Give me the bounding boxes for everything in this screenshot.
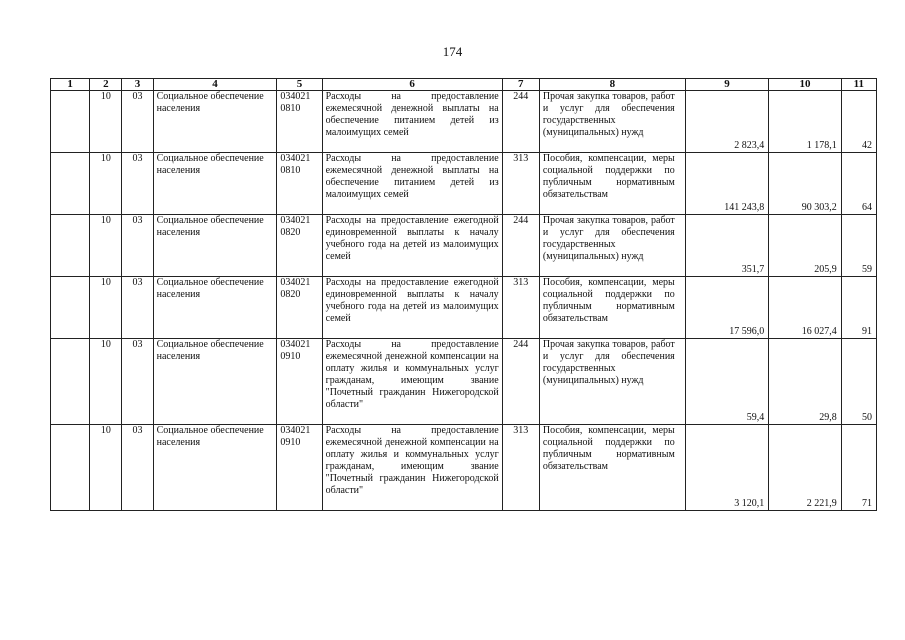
- cell-1: [51, 277, 90, 339]
- cell-expense-type: 313: [502, 425, 539, 511]
- cell-expense-name: Пособия, компенсации, меры социальной поддержки по публичным нормативным обязательствам: [539, 277, 685, 339]
- cell-section-name: Социальное обеспечение населения: [153, 277, 277, 339]
- col-header: 6: [322, 79, 502, 91]
- cell-description: Расходы на предоставление ежемесячной денежной выплаты на обеспечение питанием детей из малоимущих семей: [322, 153, 502, 215]
- col-header: 2: [90, 79, 122, 91]
- cell-expense-type: 313: [502, 277, 539, 339]
- col-header: 8: [539, 79, 685, 91]
- cell-description: Расходы на предоставление ежемесячной денежной компенсации на оплату жилья и коммунальных услуг гражданам, имеющим звание "Почетный гражданин Нижегородской области": [322, 425, 502, 511]
- cell-code: 034021 0910: [277, 425, 322, 511]
- col-header: 10: [769, 79, 841, 91]
- cell-subsection: 03: [122, 277, 153, 339]
- budget-table: [50, 78, 877, 511]
- col-header: 7: [502, 79, 539, 91]
- cell-planned: 3 120,1: [685, 425, 769, 511]
- table-row: [51, 339, 877, 425]
- cell-section: 10: [90, 215, 122, 277]
- cell-expense-type: 244: [502, 339, 539, 425]
- cell-1: [51, 425, 90, 511]
- cell-expense-type: 244: [502, 215, 539, 277]
- cell-subsection: 03: [122, 215, 153, 277]
- cell-section-name: Социальное обеспечение населения: [153, 153, 277, 215]
- cell-expense-name: Пособия, компенсации, меры социальной поддержки по публичным нормативным обязательствам: [539, 153, 685, 215]
- table-row: [51, 277, 877, 339]
- cell-section-name: Социальное обеспечение населения: [153, 91, 277, 153]
- cell-expense-name: Прочая закупка товаров, работ и услуг для обеспечения государственных (муниципальных) нужд: [539, 91, 685, 153]
- cell-section-name: Социальное обеспечение населения: [153, 339, 277, 425]
- cell-actual: 2 221,9: [769, 425, 841, 511]
- cell-actual: 1 178,1: [769, 91, 841, 153]
- cell-1: [51, 215, 90, 277]
- cell-subsection: 03: [122, 153, 153, 215]
- cell-section: 10: [90, 277, 122, 339]
- cell-section: 10: [90, 339, 122, 425]
- cell-code: 034021 0820: [277, 277, 322, 339]
- cell-actual: 90 303,2: [769, 153, 841, 215]
- cell-subsection: 03: [122, 425, 153, 511]
- table-row: [51, 91, 877, 153]
- cell-1: [51, 153, 90, 215]
- cell-expense-name: Пособия, компенсации, меры социальной поддержки по публичным нормативным обязательствам: [539, 425, 685, 511]
- cell-section-name: Социальное обеспечение населения: [153, 215, 277, 277]
- cell-percent: 59: [841, 215, 876, 277]
- page-number: 174: [442, 44, 463, 59]
- cell-1: [51, 91, 90, 153]
- cell-planned: 17 596,0: [685, 277, 769, 339]
- cell-1: [51, 339, 90, 425]
- cell-section-name: Социальное обеспечение населения: [153, 425, 277, 511]
- cell-planned: 59,4: [685, 339, 769, 425]
- cell-code: 034021 0820: [277, 215, 322, 277]
- cell-code: 034021 0810: [277, 153, 322, 215]
- table-row: [51, 153, 877, 215]
- col-header: 9: [685, 79, 769, 91]
- cell-actual: 16 027,4: [769, 277, 841, 339]
- cell-subsection: 03: [122, 339, 153, 425]
- cell-section: 10: [90, 425, 122, 511]
- cell-section: 10: [90, 153, 122, 215]
- cell-description: Расходы на предоставление ежемесячной денежной выплаты на обеспечение питанием детей из малоимущих семей: [322, 91, 502, 153]
- cell-expense-name: Прочая закупка товаров, работ и услуг для обеспечения государственных (муниципальных) нужд: [539, 339, 685, 425]
- col-header: 1: [51, 79, 90, 91]
- cell-percent: 64: [841, 153, 876, 215]
- cell-description: Расходы на предоставление ежемесячной денежной компенсации на оплату жилья и коммунальных услуг гражданам, имеющим звание "Почетный гражданин Нижегородской области": [322, 339, 502, 425]
- cell-planned: 2 823,4: [685, 91, 769, 153]
- col-header: 4: [153, 79, 277, 91]
- cell-planned: 141 243,8: [685, 153, 769, 215]
- col-header: 3: [122, 79, 153, 91]
- cell-planned: 351,7: [685, 215, 769, 277]
- cell-expense-name: Прочая закупка товаров, работ и услуг для обеспечения государственных (муниципальных) нужд: [539, 215, 685, 277]
- cell-percent: 50: [841, 339, 876, 425]
- cell-percent: 91: [841, 277, 876, 339]
- col-header: 11: [841, 79, 876, 91]
- cell-expense-type: 244: [502, 91, 539, 153]
- cell-actual: 205,9: [769, 215, 841, 277]
- cell-percent: 42: [841, 91, 876, 153]
- cell-actual: 29,8: [769, 339, 841, 425]
- cell-percent: 71: [841, 425, 876, 511]
- cell-code: 034021 0810: [277, 91, 322, 153]
- table-row: [51, 215, 877, 277]
- table-row: [51, 425, 877, 511]
- cell-subsection: 03: [122, 91, 153, 153]
- table-header-row: [51, 79, 877, 91]
- cell-description: Расходы на предоставление ежегодной единовременной выплаты к началу учебного года на детей из малоимущих семей: [322, 277, 502, 339]
- cell-code: 034021 0910: [277, 339, 322, 425]
- col-header: 5: [277, 79, 322, 91]
- cell-description: Расходы на предоставление ежегодной единовременной выплаты к началу учебного года на детей из малоимущих семей: [322, 215, 502, 277]
- cell-section: 10: [90, 91, 122, 153]
- cell-expense-type: 313: [502, 153, 539, 215]
